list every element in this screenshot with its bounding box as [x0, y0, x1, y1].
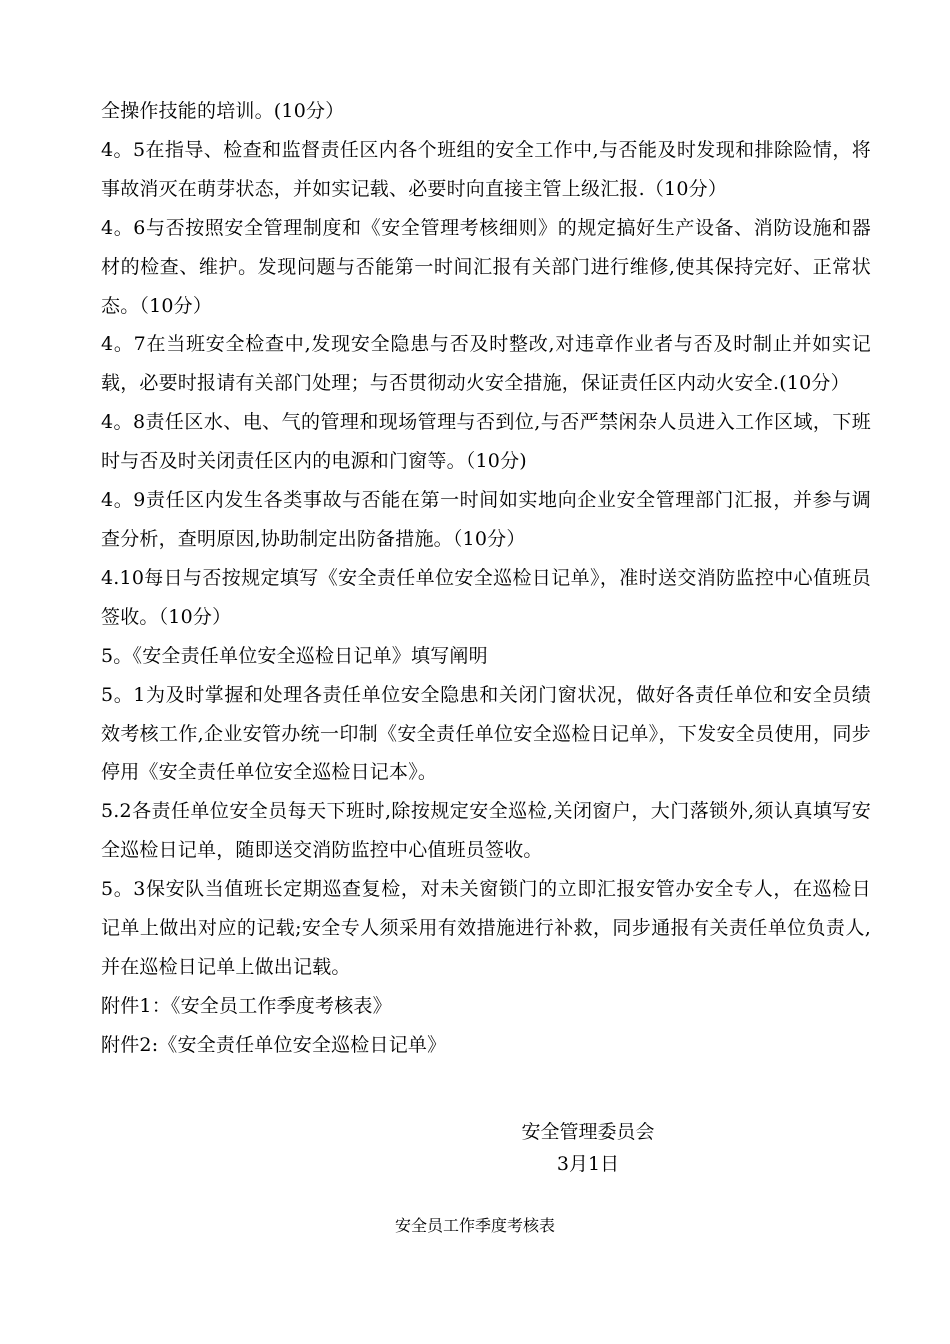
- paragraph-5-2: 5.2各责任单位安全员每天下班时,除按规定安全巡检,关闭窗户，大门落锁外,须认真填写安全巡检日记单，随即送交消防监控中心值班员签收。: [101, 800, 871, 862]
- paragraph-training-end: 全操作技能的培训。(10分）: [101, 100, 345, 122]
- attachment-2: 附件2:《安全责任单位安全巡检日记单》: [101, 1033, 447, 1056]
- paragraph-4-6: 4。6与否按照安全管理制度和《安全管理考核细则》的规定搞好生产设备、消防设施和器材的检查、维护。发现问题与否能第一时间汇报有关部门进行维修,使其保持完好、正常状态。（10分）: [101, 216, 871, 317]
- section-5-heading: 5。《安全责任单位安全巡检日记单》填写阐明: [101, 644, 488, 667]
- paragraph-5-3: 5。3保安队当值班长定期巡查复检，对未关窗锁门的立即汇报安管办安全专人，在巡检日记单上做出对应的记载;安全专人须采用有效措施进行补救，同步通报有关责任单位负责人,并在巡检日记单上做出记载。: [101, 878, 871, 978]
- signature-organization: 安全管理委员会: [521, 1121, 655, 1143]
- paragraph-4-7: 4。7在当班安全检查中,发现安全隐患与否及时整改,对违章作业者与否及时制止并如实记载，必要时报请有关部门处理；与否贯彻动火安全措施，保证责任区内动火安全.(10分）: [101, 333, 871, 395]
- paragraph-4-8: 4。8责任区水、电、气的管理和现场管理与否到位,与否严禁闲杂人员进入工作区域，下班时与否及时关闭责任区内的电源和门窗等。（10分): [101, 411, 871, 473]
- paragraph-5-1: 5。1为及时掌握和处理各责任单位安全隐患和关闭门窗状况，做好各责任单位和安全员绩效考核工作,企业安管办统一印制《安全责任单位安全巡检日记单》，下发安全员使用，同步停用《安全责任单位安全巡检日记本》。: [101, 683, 871, 784]
- signature-date: 3月1日: [556, 1153, 620, 1175]
- paragraph-4-10: 4.10每日与否按规定填写《安全责任单位安全巡检日记单》，准时送交消防监控中心值班员签收。（10分）: [101, 566, 871, 628]
- paragraph-4-9: 4。9责任区内发生各类事故与否能在第一时间如实地向企业安全管理部门汇报，并参与调查分析，查明原因,协助制定出防备措施。（10分）: [101, 489, 871, 550]
- paragraph-4-5: 4。5在指导、检查和监督责任区内各个班组的安全工作中,与否能及时发现和排除险情，将事故消灭在萌芽状态，并如实记载、必要时向直接主管上级汇报.（10分）: [101, 138, 871, 200]
- next-table-title: 安全员工作季度考核表: [394, 1216, 555, 1235]
- document-body: [101, 92, 871, 1065]
- attachment-1: 附件1：《安全员工作季度考核表》: [101, 994, 392, 1017]
